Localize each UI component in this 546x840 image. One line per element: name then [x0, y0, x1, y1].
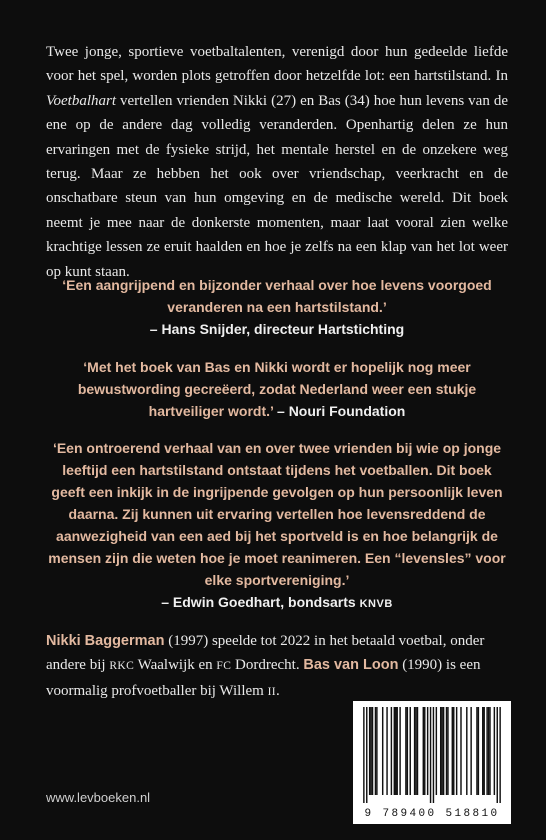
barcode-bar [382, 707, 383, 795]
barcode-bar [482, 707, 483, 795]
quote-text: ‘Met het boek van Bas en Nikki wordt er hopelijk nog meer bewustwording gecreëerd, zodat Nederland weer een stukje hartveiliger wordt.’ [77, 359, 477, 419]
barcode-bar [410, 707, 411, 795]
quote-text: ‘Een aangrijpend en bijzonder verhaal over hoe levens voorgoed veranderen na een hartstilstand.’ [62, 277, 492, 315]
barcode-bar [386, 707, 387, 795]
barcode-bar [430, 707, 431, 803]
bio-club-fc: FC [216, 660, 232, 673]
quote-attribution: – Nouri Foundation [273, 403, 406, 419]
bio-club-willem: II [267, 685, 277, 698]
quote-attribution-text: – Edwin Goedhart, bondsarts [161, 594, 360, 610]
barcode-bar [433, 707, 434, 803]
quote-nouri-foundation [46, 356, 508, 422]
barcode-bar [441, 707, 442, 795]
barcode-bars [353, 701, 511, 805]
barcode-bar [478, 707, 479, 795]
barcode-bar [494, 707, 495, 795]
book-title: Voetbalhart [46, 92, 116, 109]
barcode-bar [440, 707, 441, 795]
barcode-bar [405, 707, 406, 795]
barcode-bar [372, 707, 373, 795]
publisher-website: www.levboeken.nl [46, 790, 151, 805]
barcode-bar [446, 707, 447, 795]
barcode-bar [399, 707, 400, 795]
bio-text: . [276, 682, 280, 699]
barcode-bar [363, 707, 364, 803]
barcode-bar [423, 707, 424, 795]
quote-attribution: – Hans Snijder, directeur Hartstichting [149, 321, 405, 337]
barcode-bar [376, 707, 377, 795]
barcode-bar [470, 707, 471, 795]
barcode-bar [424, 707, 425, 795]
barcode-bar [460, 707, 461, 795]
barcode-bar [427, 707, 428, 795]
barcode-bar [394, 707, 395, 795]
barcode-bar [415, 707, 416, 795]
barcode-bar [497, 707, 498, 803]
author-name-bas: Bas van Loon [303, 657, 399, 674]
intro-text-1: Twee jonge, sportieve voetbaltalenten, verenigd door hun gedeelde liefde voor het spel, worden plots getroffen door hetzelfde lot: een hartstilstand. In [46, 44, 508, 85]
isbn-barcode [353, 701, 511, 824]
barcode-bar [483, 707, 484, 795]
bio-text: Waalwijk en [134, 657, 217, 674]
isbn-number: 9 789400 518810 [364, 808, 500, 820]
barcode-bar [443, 707, 444, 795]
quote-hartstichting [46, 274, 508, 340]
barcode-bar [456, 707, 457, 795]
barcode-bar [489, 707, 490, 795]
barcode-bar [453, 707, 454, 795]
barcode-bar [375, 707, 376, 795]
intro-paragraph [46, 40, 508, 284]
barcode-bar [486, 707, 487, 795]
barcode-bar [436, 707, 437, 795]
barcode-bar [407, 707, 408, 795]
barcode-bar [396, 707, 397, 795]
quote-text: ‘Een ontroerend verhaal van en over twee vrienden bij wie op jonge leeftijd een hartstilstand ontstaat tijdens het voetballen. Dit boek geeft een inkijk in de ingrijpende gevolgen op hun persoonlijk leven daarna. Zij kunnen uit ervaring vertellen hoe levensreddend de aanwezigheid van een aed bij het sportveld is en hoe belangrijk de mensen zijn die weten hoe je moet reanimeren. Een “levensles” voor elke sportvereniging.’ [48, 440, 506, 588]
barcode-bar [488, 707, 489, 795]
barcode-bar [369, 707, 370, 795]
quote-attribution-org: KNVB [359, 598, 393, 610]
barcode-bar [466, 707, 467, 795]
author-bio [46, 629, 508, 704]
author-name-nikki: Nikki Baggerman [46, 633, 165, 649]
barcode-bar [452, 707, 453, 795]
barcode-bar [499, 707, 500, 803]
quote-attribution [46, 591, 508, 615]
barcode-bar [417, 707, 418, 795]
bio-text: (1997) speelde tot 2022 in het betaald voetbal, onder andere bij [46, 633, 485, 674]
barcode-bar [370, 707, 371, 795]
barcode-bar [414, 707, 415, 795]
quote-knvb [46, 437, 508, 615]
barcode-bar [391, 707, 392, 795]
barcode-bar [476, 707, 477, 795]
bio-text: Dordrecht. [231, 657, 304, 674]
barcode-bar [395, 707, 396, 795]
barcode-bar [447, 707, 448, 795]
intro-text-2: vertellen vrienden Nikki (27) en Bas (34) hoe hun levens van de ene op de andere dag volledig veranderden. Openhartig delen ze hun ervaringen met de fysieke strijd, het mentale herstel en de onzekere weg terug. Maar ze hebben het ook over vriendschap, veerkracht en de onschatbare steun van hun omgeving en de medische wereld. Dit boek neemt je mee naar de donkerste momenten, maar laat vooral zien welke krachtige lessen ze eruit haalden en hoe je zelfs na een klap van het lot weer op kunt staan. [46, 92, 508, 280]
bio-text: (1990) is een voormalig profvoetballer bij Willem [46, 657, 481, 699]
bio-club-rkc: RKC [109, 660, 135, 673]
barcode-bar [366, 707, 367, 803]
